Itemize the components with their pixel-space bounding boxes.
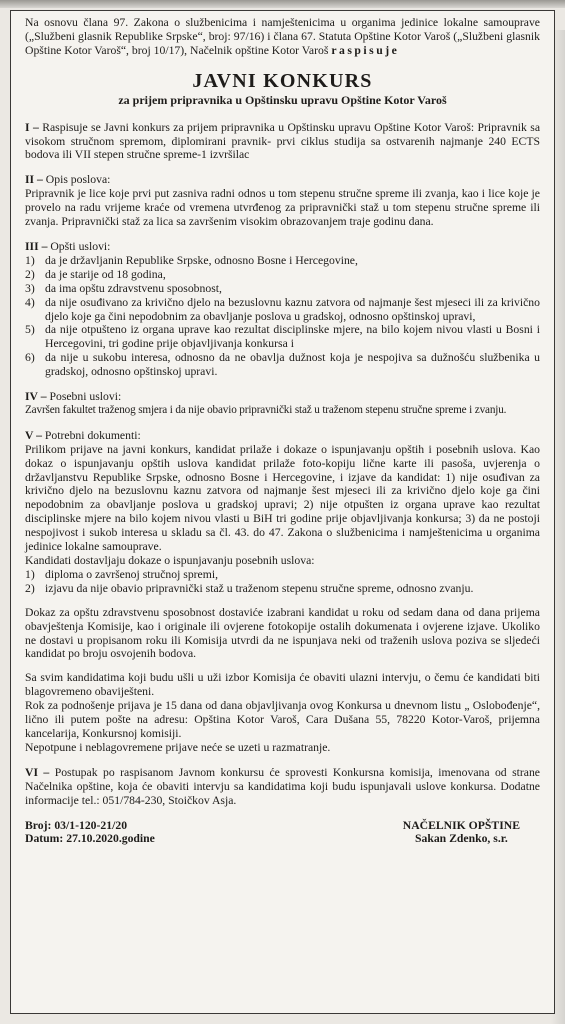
section-3-title: Opšti uslovi: [50,239,111,253]
list-item-text: da nije otpušteno iz organa uprave kao rezultat disciplinske mjere, na bilo kojem nivou vlasti u Bosni i Hercegovini, tri godine prije objavljivanja konkursa i [45,323,540,351]
list-item-number: 1) [25,567,35,581]
list-item-text: da nije u sukobu interesa, odnosno da ne obavlja dužnost koja je nespojiva sa dužnošću službenika u gradskoj, odnosno opštinskoj upravi. [45,351,540,379]
section-2-heading [25,173,540,187]
list-item-number: 1) [25,253,35,267]
section-4-text: Završen fakultet traženog smjera i da nije obavio pripravnički staž u traženom stepenu stručne spreme i zvanju. [25,403,507,416]
reference-number: Broj: 03/1-120-21/20 [25,818,128,832]
list-item-number: 4) [25,295,35,309]
list-item [25,323,540,351]
section-5-special-proof-intro: Kandidati dostavljaju dokaze o ispunjavanju posebnih uslova: [25,554,315,567]
list-item [25,568,540,582]
section-6-number: VI – [25,765,50,779]
section-5-title: Potrebni dokumenti: [44,428,141,442]
intro-paragraph [25,16,540,58]
section-4 [25,390,540,418]
section-1-number: I – [25,120,39,134]
section-5-documents-text: Prilikom prijave na javni konkurs, kandidat prilaže i dokaze o ispunjavanju opštih i posebnih uslova. Kao dokaz o ispunjavanju opštih uslova kandidat prilaže foto-kopiju lične karte ili pasoša, uvjerenja o državljanstvu Republike Srpske, odnosno Bosne i Hercegovine, i izjave da kandidat: 1) nije osuđivan za krivično djelo na bezuslovnu kaznu zatvora od najmanje šest mjeseci ili za krivično djelo koje ga čini nepodobnim za obavljanje poslova u gradskoj upravi; 2) nije otpušten iz organa uprave kao rezultat disciplinske mjere na bilo kojem nivou vlasti u BiH tri godine prije objavljivanja konkursa; 3) da ne postoji nespojivost i sukob interesa u skladu sa čl. 43. do 47. Zakona o službenicima i namještenicima u organima jedinice lokalne samouprave. [25,442,540,554]
list-item [25,351,540,379]
section-5 [25,429,540,755]
list-item [25,582,540,596]
intro-text: Na osnovu člana 97. Zakona o službenicima i namještenicima u organima jedinice lokalne samouprave („Službeni glasnik Republike Srpske“, broj: 97/16) i člana 67. Statuta Opštine Kotor Varoš („Službeni glasnik Opštine Kotor Varoš“, broj 10/17), Načelnik opštine Kotor Varoš [25,16,540,57]
section-4-heading [25,390,540,404]
spacer [25,661,540,671]
intro-verb: raspisuje [331,43,400,57]
document-subtitle: za prijem pripravnika u Opštinsku upravu Opštine Kotor Varoš [118,92,447,107]
list-item-number: 2) [25,581,35,595]
section-1-text-block [25,121,540,163]
document-title: JAVNI KONKURS [192,69,373,92]
section-1-text: Raspisuje se Javni konkurs za prijem pripravnika u Opštinsku upravu Opštine Kotor Varoš: Pripravnik sa visokom stručnom spremom, diplomirani pravnik- prvi ciklus studija sa ostvarenih najmanje 240 ECTS bodova ili VII stepen stručne spreme-1 izvršilac [25,120,541,162]
section-2-title: Opis poslova: [45,173,111,187]
list-item-text: da ima opštu zdravstvenu sposobnost, [45,281,222,295]
announcement-box [10,10,555,1014]
list-item [25,254,540,268]
section-5-number: V – [25,428,42,442]
list-item-text: da nije osuđivano za krivično djelo na bezuslovnu kaznu zatvora od najmanje šest mjeseci ili za krivično djelo koje ga čini nepodobnim za obavljanje poslova u gradskoj, odnosno opštinskoj upravi, [45,295,540,323]
list-item-text: da je starije od 18 godina, [45,267,166,281]
section-4-number: IV – [25,390,47,404]
section-2-text: Pripravnik je lice koje prvi put zasniva radni odnos u tom stepenu stručne spreme ili zvanja, kao i lice koje je provelo na radu vrijeme kraće od vremena utvrđenog za pripravnički staž u tom stepenu stručne spreme ili zvanja. Pripravnički staž za lica sa završenim visokim obrazovanjem traje godinu dana. [25,187,540,229]
list-item [25,296,540,324]
section-6-text-block [25,766,540,808]
general-conditions-list [25,254,540,379]
section-4-title: Posebni uslovi: [49,390,122,404]
section-3-number: III – [25,239,48,253]
reference-block [25,819,155,847]
section-2-number: II – [25,173,43,187]
section-6-text: Postupak po raspisanom Javnom konkursu će sprovesti Konkursna komisija, imenovana od strane Načelnika opštine, koja će obaviti intervju sa kandidatima koji budu ispunjavali uslove konkursa. Dodatne informacije tel.: 051/784-230, Stoičkov Asja. [25,765,540,807]
list-item [25,282,540,296]
list-item-text: da je državljanin Republike Srpske, odnosno Bosne i Hercegovine, [45,253,358,267]
list-item-number: 2) [25,267,35,281]
section-5-deadline-text: Rok za podnošenje prijava je 15 dana od dana objavljivanja ovog Konkursa u dnevnom listu „ Oslobođenje“, lično ili putem pošte na adresu: Opština Kotor Varoš, Cara Dušana 55, 78220 Kotor-Varoš, prijemna kancelarija, Konkursnoj komisiji. [25,699,540,740]
section-5-health-text: Dokaz za opštu zdravstvenu sposobnost dostaviće izabrani kandidat u roku od sedam dana od dana prijema obavještenja Komisije, kao i originale ili ovjerene fotokopije ostalih dokumenata i ovjerene izjave. Ukoliko ne dostavi u propisanom roku ili Komisija utvrdi da ne ispunjava neki od traženih uslova poziva se sljedeći kandidat po broju osvojenih bodova. [25,605,540,661]
list-item-number: 5) [25,323,35,337]
reference-date: Datum: 27.10.2020.godine [25,832,155,846]
section-5-interview-text: Sa svim kandidatima koji budu ušli u uži izbor Komisija će obaviti ulazni intervju, o čemu će kandidati biti blagovremeno obaviješteni. [25,671,540,699]
signature-footer [25,819,540,847]
list-item-number: 3) [25,281,35,295]
section-6 [25,766,540,808]
section-5-heading [25,429,540,443]
signer-block [403,819,540,847]
spacer [25,596,540,606]
list-item-number: 6) [25,351,35,365]
section-2 [25,173,540,229]
section-5-incomplete-text: Nepotpune i neblagovremene prijave neće se uzeti u razmatranje. [25,740,331,754]
list-item-text: izjavu da nije obavio pripravnički staž u traženom stepenu stručne spreme, odnosno zvanju. [45,581,474,595]
signer-name: Sakan Zdenko, s.r. [414,832,508,846]
list-item [25,268,540,282]
signer-title: NAČELNIK OPŠTINE [402,818,520,832]
section-1 [25,121,540,163]
section-3-heading [25,240,540,254]
page-top-bleed [0,0,565,8]
list-item-text: diploma o završenoj stručnoj spremi, [45,567,219,581]
section-3 [25,240,540,379]
special-documents-list [25,568,540,596]
